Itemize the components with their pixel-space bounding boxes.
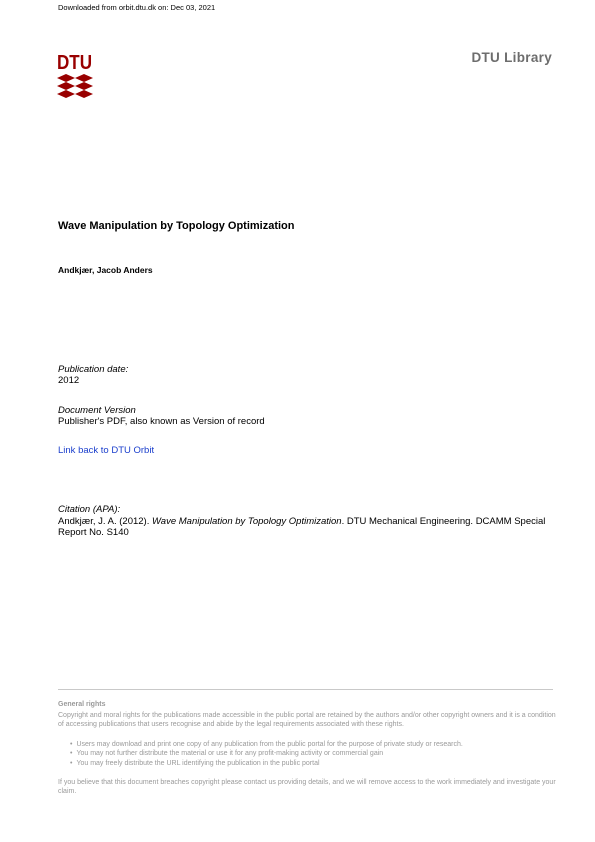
- download-note: Downloaded from orbit.dtu.dk on: Dec 03, 2021: [58, 3, 216, 12]
- takedown-notice: If you believe that this document breaches copyright please contact us providing details, and we will remove access to the work immediately and investigate your claim.: [58, 779, 556, 796]
- citation-prefix: Andkjær, J. A. (2012).: [58, 516, 152, 527]
- citation-title: Wave Manipulation by Topology Optimization: [152, 516, 342, 527]
- list-item: • Users may download and print one copy of any publication from the public portal for the purpose of private study or research.: [70, 740, 463, 749]
- author: Andkjær, Jacob Anders: [58, 265, 153, 275]
- document-version-label: Document Version: [58, 405, 136, 416]
- citation-suffix: . DTU Mechanical Engineering. DCAMM Special Report No. S140: [58, 516, 546, 538]
- library-label: DTU Library: [471, 50, 552, 65]
- list-item: • You may not further distribute the material or use it for any profit-making activity or commercial gain: [70, 749, 463, 758]
- citation-label: Citation (APA):: [58, 504, 121, 515]
- list-item: • You may freely distribute the URL identifying the publication in the public portal: [70, 759, 463, 768]
- publication-date-value: 2012: [58, 375, 80, 386]
- citation-text: [58, 516, 548, 538]
- orbit-link[interactable]: Link back to DTU Orbit: [58, 445, 155, 456]
- general-rights-text: Copyright and moral rights for the publications made accessible in the public portal are retained by the authors and/or other copyright owners and it is a condition of accessing publications that users recognise and abide by the legal requirements associated with these rights.: [58, 712, 556, 729]
- dtu-logo: [57, 52, 93, 104]
- rights-list: [70, 740, 463, 768]
- publication-date-label: Publication date:: [58, 364, 129, 375]
- dtu-logo-text: DTU: [57, 52, 92, 74]
- general-rights-heading: General rights: [58, 701, 106, 708]
- divider: [58, 689, 553, 690]
- document-title: Wave Manipulation by Topology Optimization: [58, 220, 295, 232]
- document-version-value: Publisher's PDF, also known as Version of record: [58, 416, 265, 427]
